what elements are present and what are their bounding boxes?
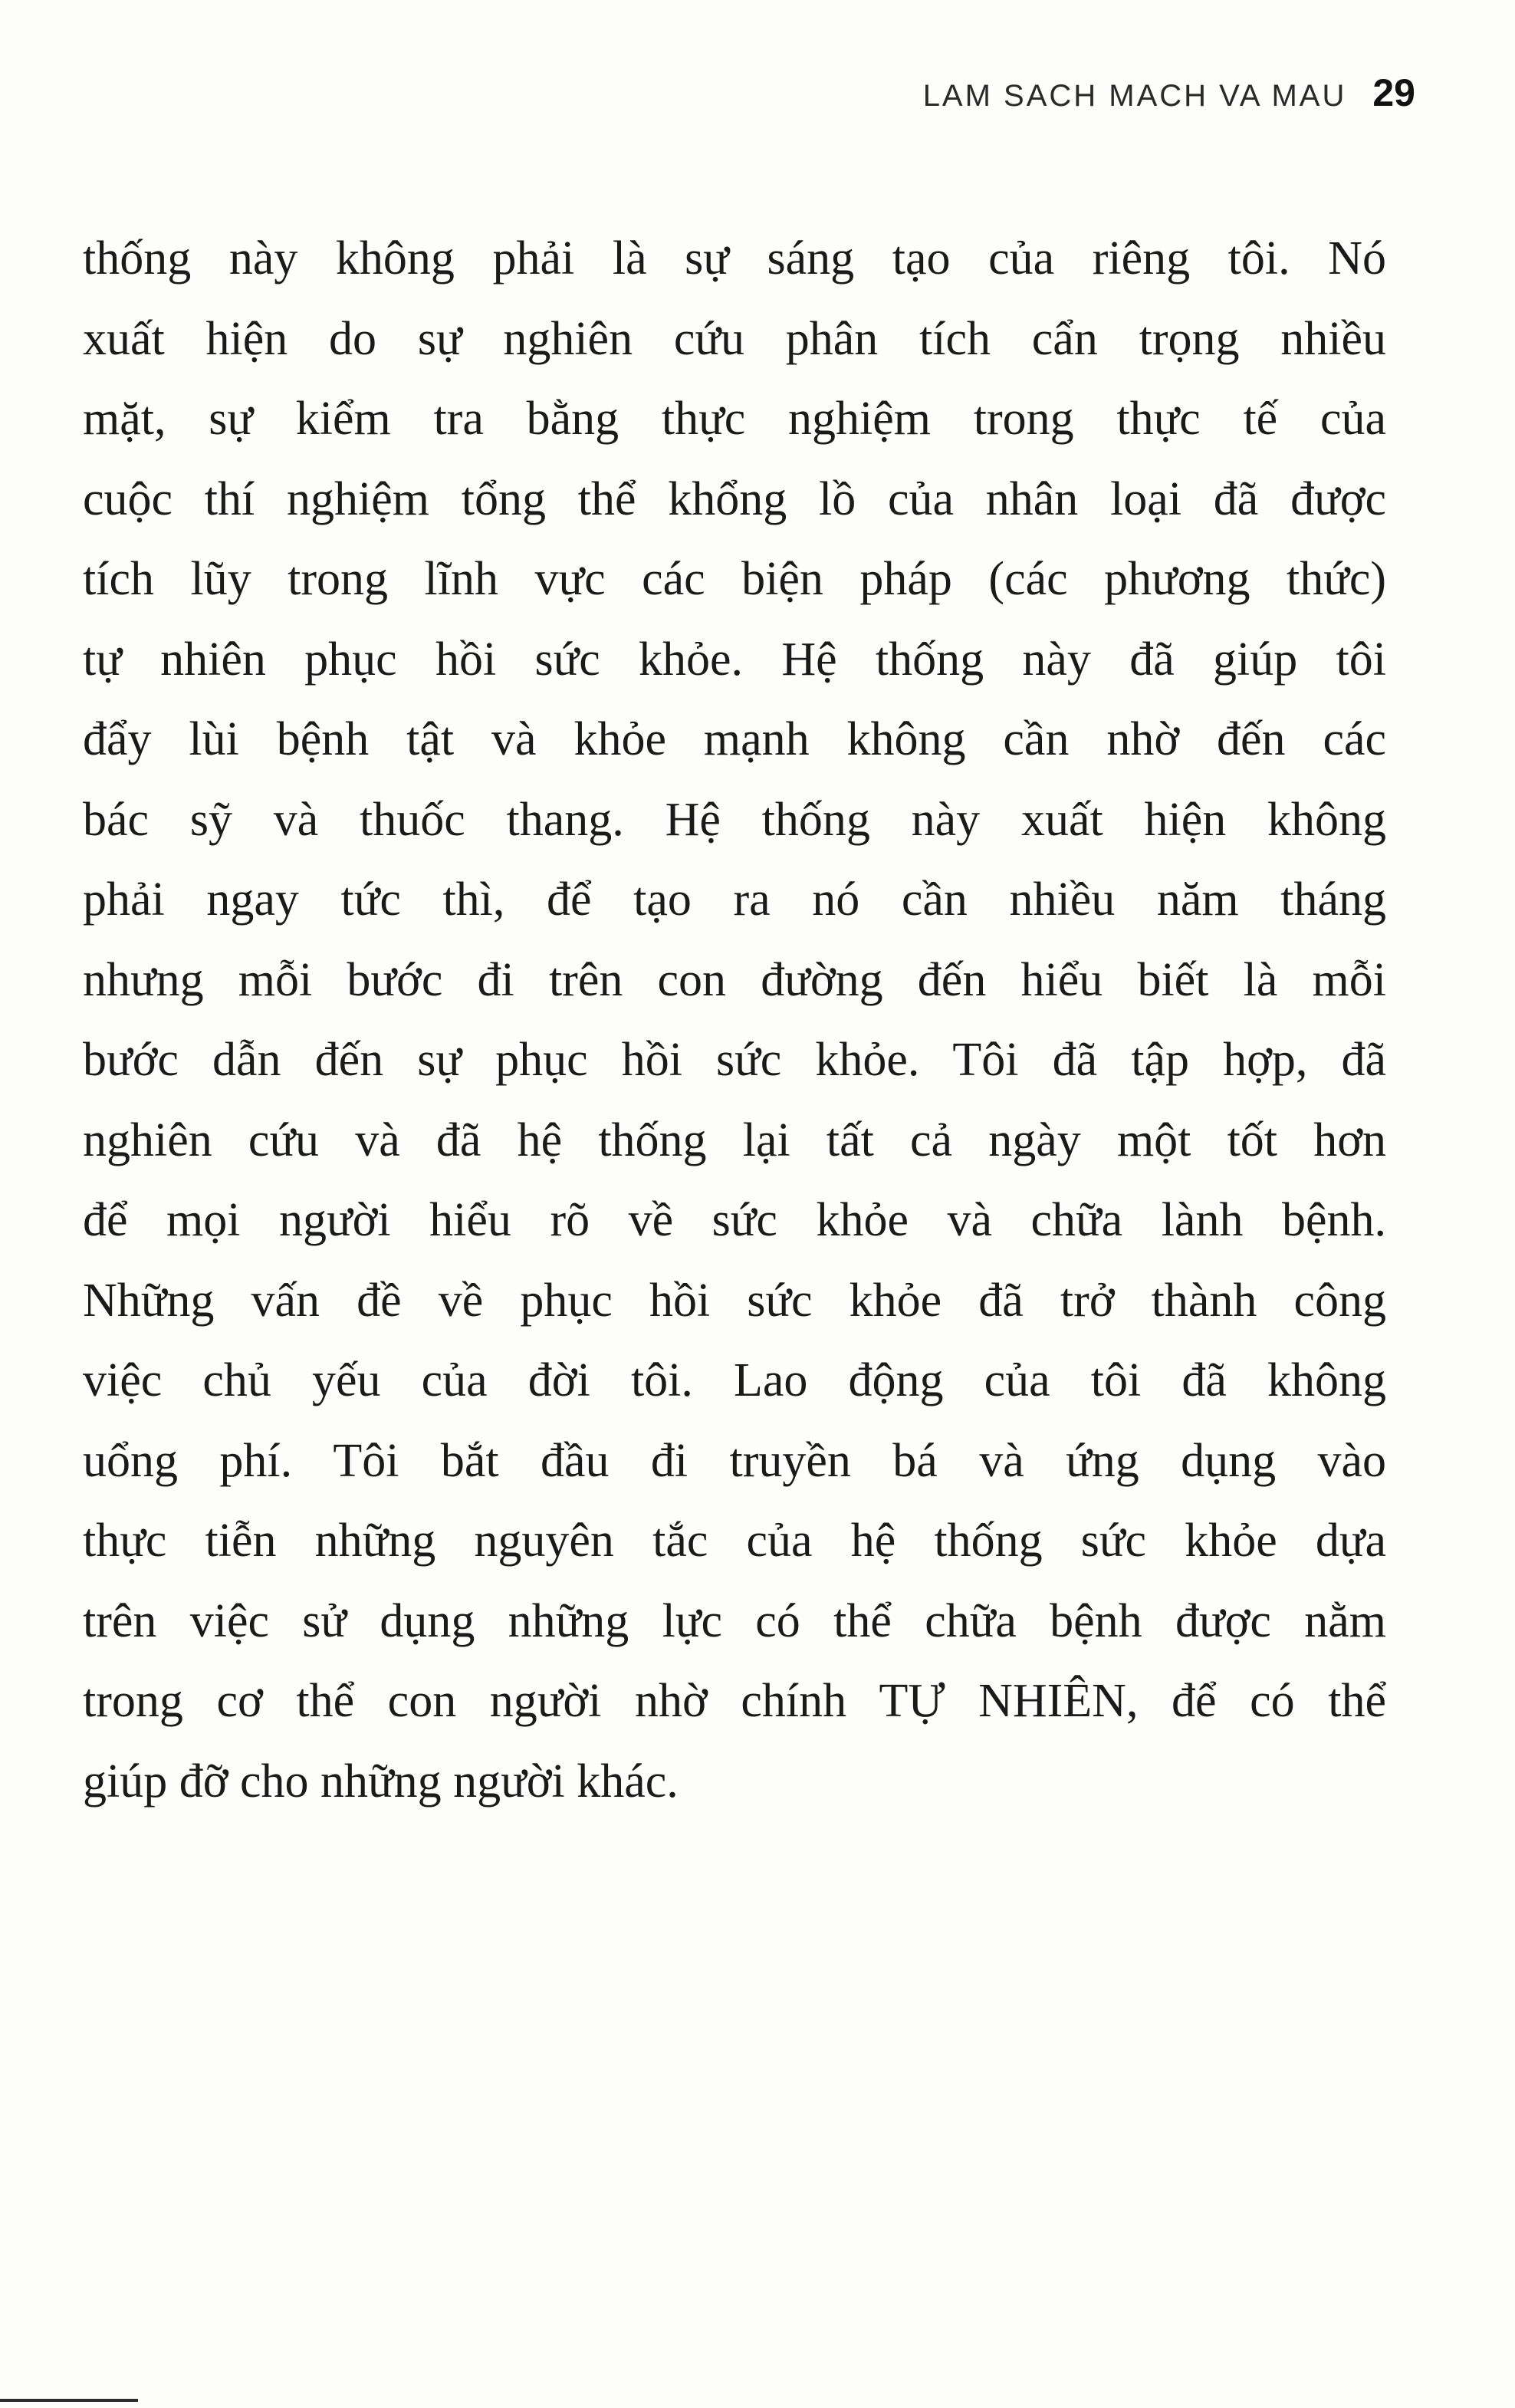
text-line-7: đẩy lùi bệnh tật và khỏe mạnh không cần nhờ đến các bbox=[83, 713, 1386, 765]
page-number: 29 bbox=[1372, 71, 1415, 114]
text-line-6: tự nhiên phục hồi sức khỏe. Hệ thống này đã giúp tôi bbox=[83, 633, 1386, 686]
text-line-17: thực tiễn những nguyên tắc của hệ thống sức khỏe dựa bbox=[83, 1515, 1386, 1567]
text-line-2: xuất hiện do sự nghiên cứu phân tích cẩn trọng nhiều bbox=[83, 312, 1386, 365]
page-edge-shadow bbox=[0, 2399, 138, 2402]
text-line-3: mặt, sự kiểm tra bằng thực nghiệm trong thực tế của bbox=[83, 393, 1386, 445]
text-line-11: bước dẫn đến sự phục hồi sức khỏe. Tôi đã tập hợp, đã bbox=[83, 1034, 1386, 1086]
text-line-12: nghiên cứu và đã hệ thống lại tất cả ngày một tốt hơn bbox=[83, 1114, 1386, 1166]
text-line-4: cuộc thí nghiệm tổng thể khổng lồ của nhân loại đã được bbox=[83, 472, 1386, 525]
running-header bbox=[923, 71, 1415, 115]
text-line-9: phải ngay tức thì, để tạo ra nó cần nhiều năm tháng bbox=[83, 873, 1386, 926]
text-line-10: nhưng mỗi bước đi trên con đường đến hiểu biết là mỗi bbox=[83, 953, 1386, 1006]
text-line-5: tích lũy trong lĩnh vực các biện pháp (các phương thức) bbox=[83, 553, 1386, 605]
text-line-19: trong cơ thể con người nhờ chính TỰ NHIÊN, để có thể bbox=[83, 1675, 1386, 1727]
text-line-14: Những vấn đề về phục hồi sức khỏe đã trở thành công bbox=[83, 1274, 1386, 1327]
text-line-13: để mọi người hiểu rõ về sức khỏe và chữa lành bệnh. bbox=[83, 1194, 1386, 1246]
text-line-18: trên việc sử dụng những lực có thể chữa bệnh được nằm bbox=[83, 1594, 1386, 1647]
text-line-1: thống này không phải là sự sáng tạo của riêng tôi. Nó bbox=[83, 232, 1386, 285]
text-line-16: uổng phí. Tôi bắt đầu đi truyền bá và ứng dụng vào bbox=[83, 1434, 1386, 1487]
text-line-15: việc chủ yếu của đời tôi. Lao động của tôi đã không bbox=[83, 1354, 1386, 1406]
running-title: LAM SACH MACH VA MAU bbox=[922, 79, 1347, 113]
body-paragraph bbox=[83, 219, 1386, 1821]
text-line-8: bác sỹ và thuốc thang. Hệ thống này xuất hiện không bbox=[83, 793, 1386, 846]
text-line-20: giúp đỡ cho những người khác. bbox=[83, 1755, 679, 1808]
